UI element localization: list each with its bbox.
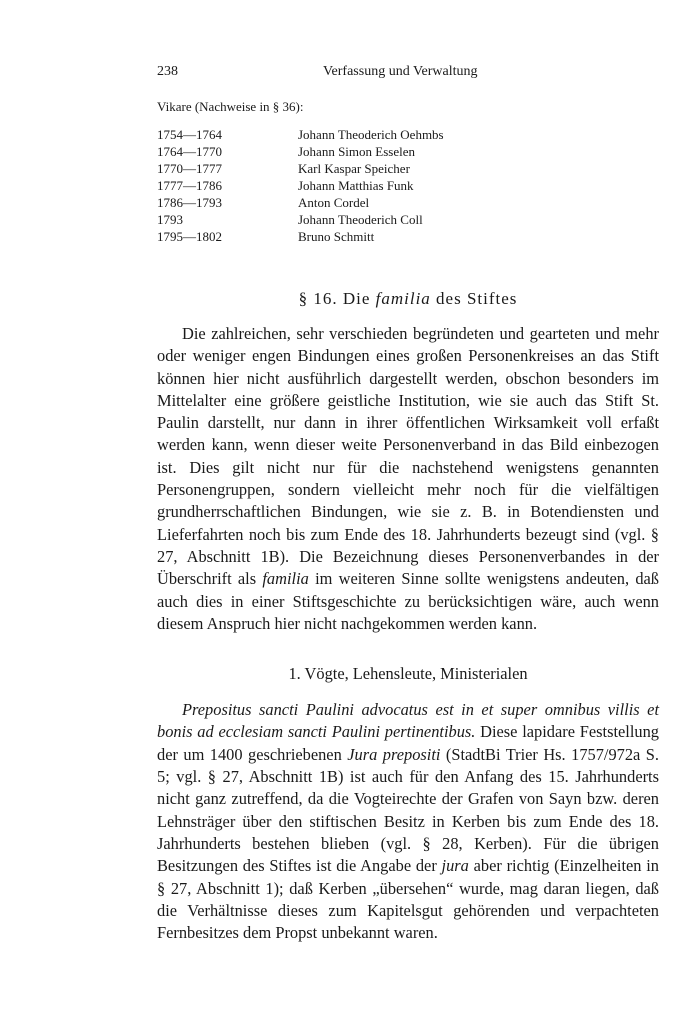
vicar-row — [157, 194, 659, 211]
vicar-years: 1754—1764 — [157, 127, 222, 142]
vicar-years: 1786—1793 — [157, 195, 222, 210]
vicar-name: Johann Simon Esselen — [298, 144, 415, 159]
subsection-heading: 1. Vögte, Lehensleute, Ministerialen — [288, 664, 528, 684]
vicar-row — [157, 126, 659, 143]
paragraph-voegte — [157, 699, 659, 944]
running-head-title: Verfassung und Verwaltung — [323, 64, 478, 79]
vicar-row — [157, 211, 659, 228]
vicar-years: 1793 — [157, 212, 183, 227]
latin-quote: Prepositus sancti Paulini advocatus est in et super omnibus villis et bonis ad ecclesiam sancti Paulini pertinentibus. — [157, 700, 659, 742]
section-heading — [157, 288, 659, 310]
paragraph-text: im weiteren Sinne sollte wenigstens andeuten, daß auch dies in einer Stiftsgeschichte zu berücksichtigen wäre, auch wenn diesem Anspruch hier nicht nachgekommen werden kann. — [157, 569, 659, 633]
vicar-row — [157, 228, 659, 245]
vicar-row — [157, 177, 659, 194]
vicar-name: Bruno Schmitt — [298, 229, 375, 244]
paragraph-text: Diese lapidare Feststellung der um 1400 geschriebenen — [157, 722, 659, 764]
page-number: 238 — [157, 64, 178, 79]
section-heading-italic: familia — [375, 289, 431, 308]
running-head — [157, 62, 659, 84]
vicar-name: Anton Cordel — [298, 195, 370, 210]
vicars-heading: Vikare (Nachweise in § 36): — [157, 99, 304, 114]
paragraph-familia — [157, 323, 659, 635]
vicar-years: 1764—1770 — [157, 144, 222, 159]
paragraph-text: aber richtig (Einzelheiten in § 27, Abschnitt 1); daß Kerben „übersehen“ wurde, mag daran liegen, daß die Verhältnisse dieses zum Kapitelsgut gehörenden und verpachteten Fernbesitzes dem Propst unbekannt waren. — [157, 856, 659, 943]
paragraph-italic-term: jura — [441, 856, 469, 876]
paragraph-italic-term: familia — [262, 569, 309, 589]
vicar-name: Johann Theoderich Coll — [298, 212, 423, 227]
paragraph-text: Die zahlreichen, sehr verschieden begründeten und gearteten und mehr oder weniger engen Bindungen eines großen Personenkreises an das Stift können hier nicht ausführlich dargestellt werden, obschon besonders im Mittelalter eine größere geistliche Institution, wie sie auch das Stift St. Paulin darstellt, nur dann in ihrer öffentlichen Wirksamkeit voll erfaßt werden kann, wenn dieser weite Personenverband in das Bild einbezogen ist. Dies gilt nicht nur für die nachstehend wenigstens genannten Personengruppen, sondern vielleicht mehr noch für die vielfältigen grundherrschaftlichen Bindungen, wie sie z. B. in Botendiensten und Lieferfahrten noch bis zum Ende des 18. Jahrhunderts bezeugt sind (vgl. § 27, Abschnitt 1B). Die Bezeichnung dieses Personenverbandes in der Überschrift als — [157, 324, 659, 589]
section-heading-prefix: § 16. Die — [298, 289, 376, 308]
vicar-years: 1795—1802 — [157, 229, 222, 244]
vicar-name: Johann Theoderich Oehmbs — [298, 127, 444, 142]
section-heading-suffix: des Stiftes — [430, 289, 518, 308]
vicar-list — [157, 126, 659, 245]
vicar-name: Johann Matthias Funk — [298, 178, 414, 193]
vicar-row — [157, 160, 659, 177]
paragraph-text: (StadtBi Trier Hs. 1757/972a S. 5; vgl. § 27, Abschnitt 1B) ist auch für den Anfang des 15. Jahrhunderts nicht ganz zutreffend, da die Vogteirechte der Grafen von Sayn bzw. deren Lehnsträger über den stiftischen Besitz in Kerben bis zum Ende des 18. Jahrhunderts bestehen blieben (vgl. § 28, Kerben). Für die übrigen Besitzungen des Stiftes ist die Angabe der — [157, 744, 659, 876]
source-title: Jura prepositi — [347, 744, 441, 764]
vicar-row — [157, 143, 659, 160]
book-page — [157, 62, 659, 944]
vicar-years: 1770—1777 — [157, 161, 222, 176]
vicar-years: 1777—1786 — [157, 178, 222, 193]
vicar-name: Karl Kaspar Speicher — [298, 161, 410, 176]
